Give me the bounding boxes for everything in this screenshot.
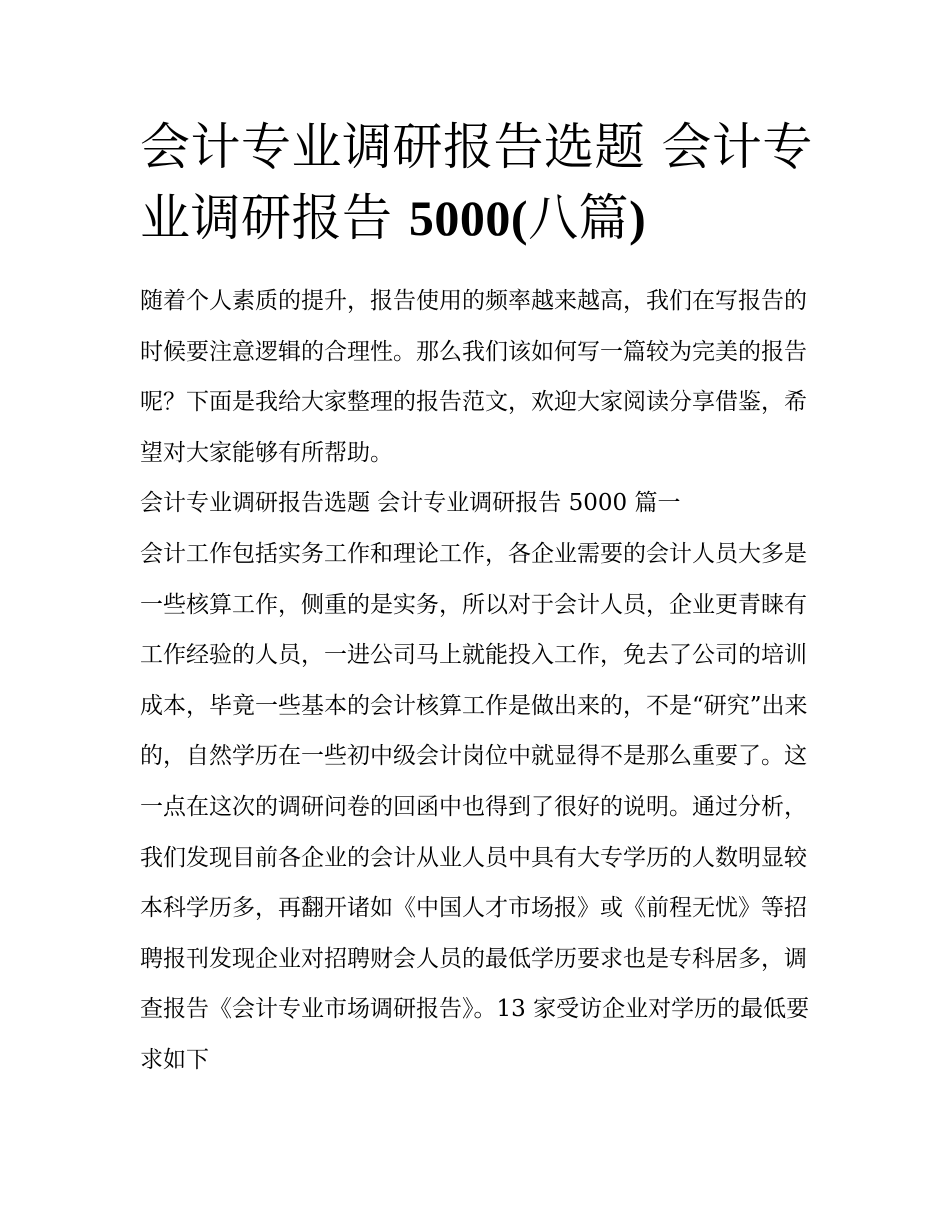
document-title bbox=[140, 112, 820, 254]
body-paragraph: 会计工作包括实务工作和理论工作，各企业需要的会计人员大多是一些核算工作，侧重的是实务，所以对于会计人员，企业更青睐有工作经验的人员，一进公司马上就能投入工作，免去了公司的培训成本，毕竟一些基本的会计核算工作是做出来的，不是“研究”出来的，自然学历在一些初中级会计岗位中就显得不是那么重要了。这一点在这次的调研问卷的回函中也得到了很好的说明。通过分析，我们发现目前各企业的会计从业人员中具有大专学历的人数明显较本科学历多，再翻开诸如《中国人才市场报》或《前程无忧》等招聘报刊发现企业对招聘财会人员的最低学历要求也是专科居多，调查报告《会计专业市场调研报告》。13 家受访企业对学历的最低要求如下 bbox=[140, 540, 810, 1073]
title-close-paren: ) bbox=[629, 190, 647, 246]
section-heading: 会计专业调研报告选题 会计专业调研报告 5000 篇一 bbox=[140, 490, 681, 517]
title-text: 会计专业调研报告选题 会计专业调研报告 bbox=[140, 118, 813, 247]
title-count: 八篇 bbox=[528, 189, 630, 247]
title-number: 5000( bbox=[408, 190, 529, 246]
intro-paragraph: 随着个人素质的提升，报告使用的频率越来越高，我们在写报告的时候要注意逻辑的合理性。那么我们该如何写一篇较为完美的报告呢？下面是我给大家整理的报告范文，欢迎大家阅读分享借鉴，希望对大家能够有所帮助。 bbox=[140, 288, 807, 466]
document-body bbox=[140, 276, 820, 1086]
